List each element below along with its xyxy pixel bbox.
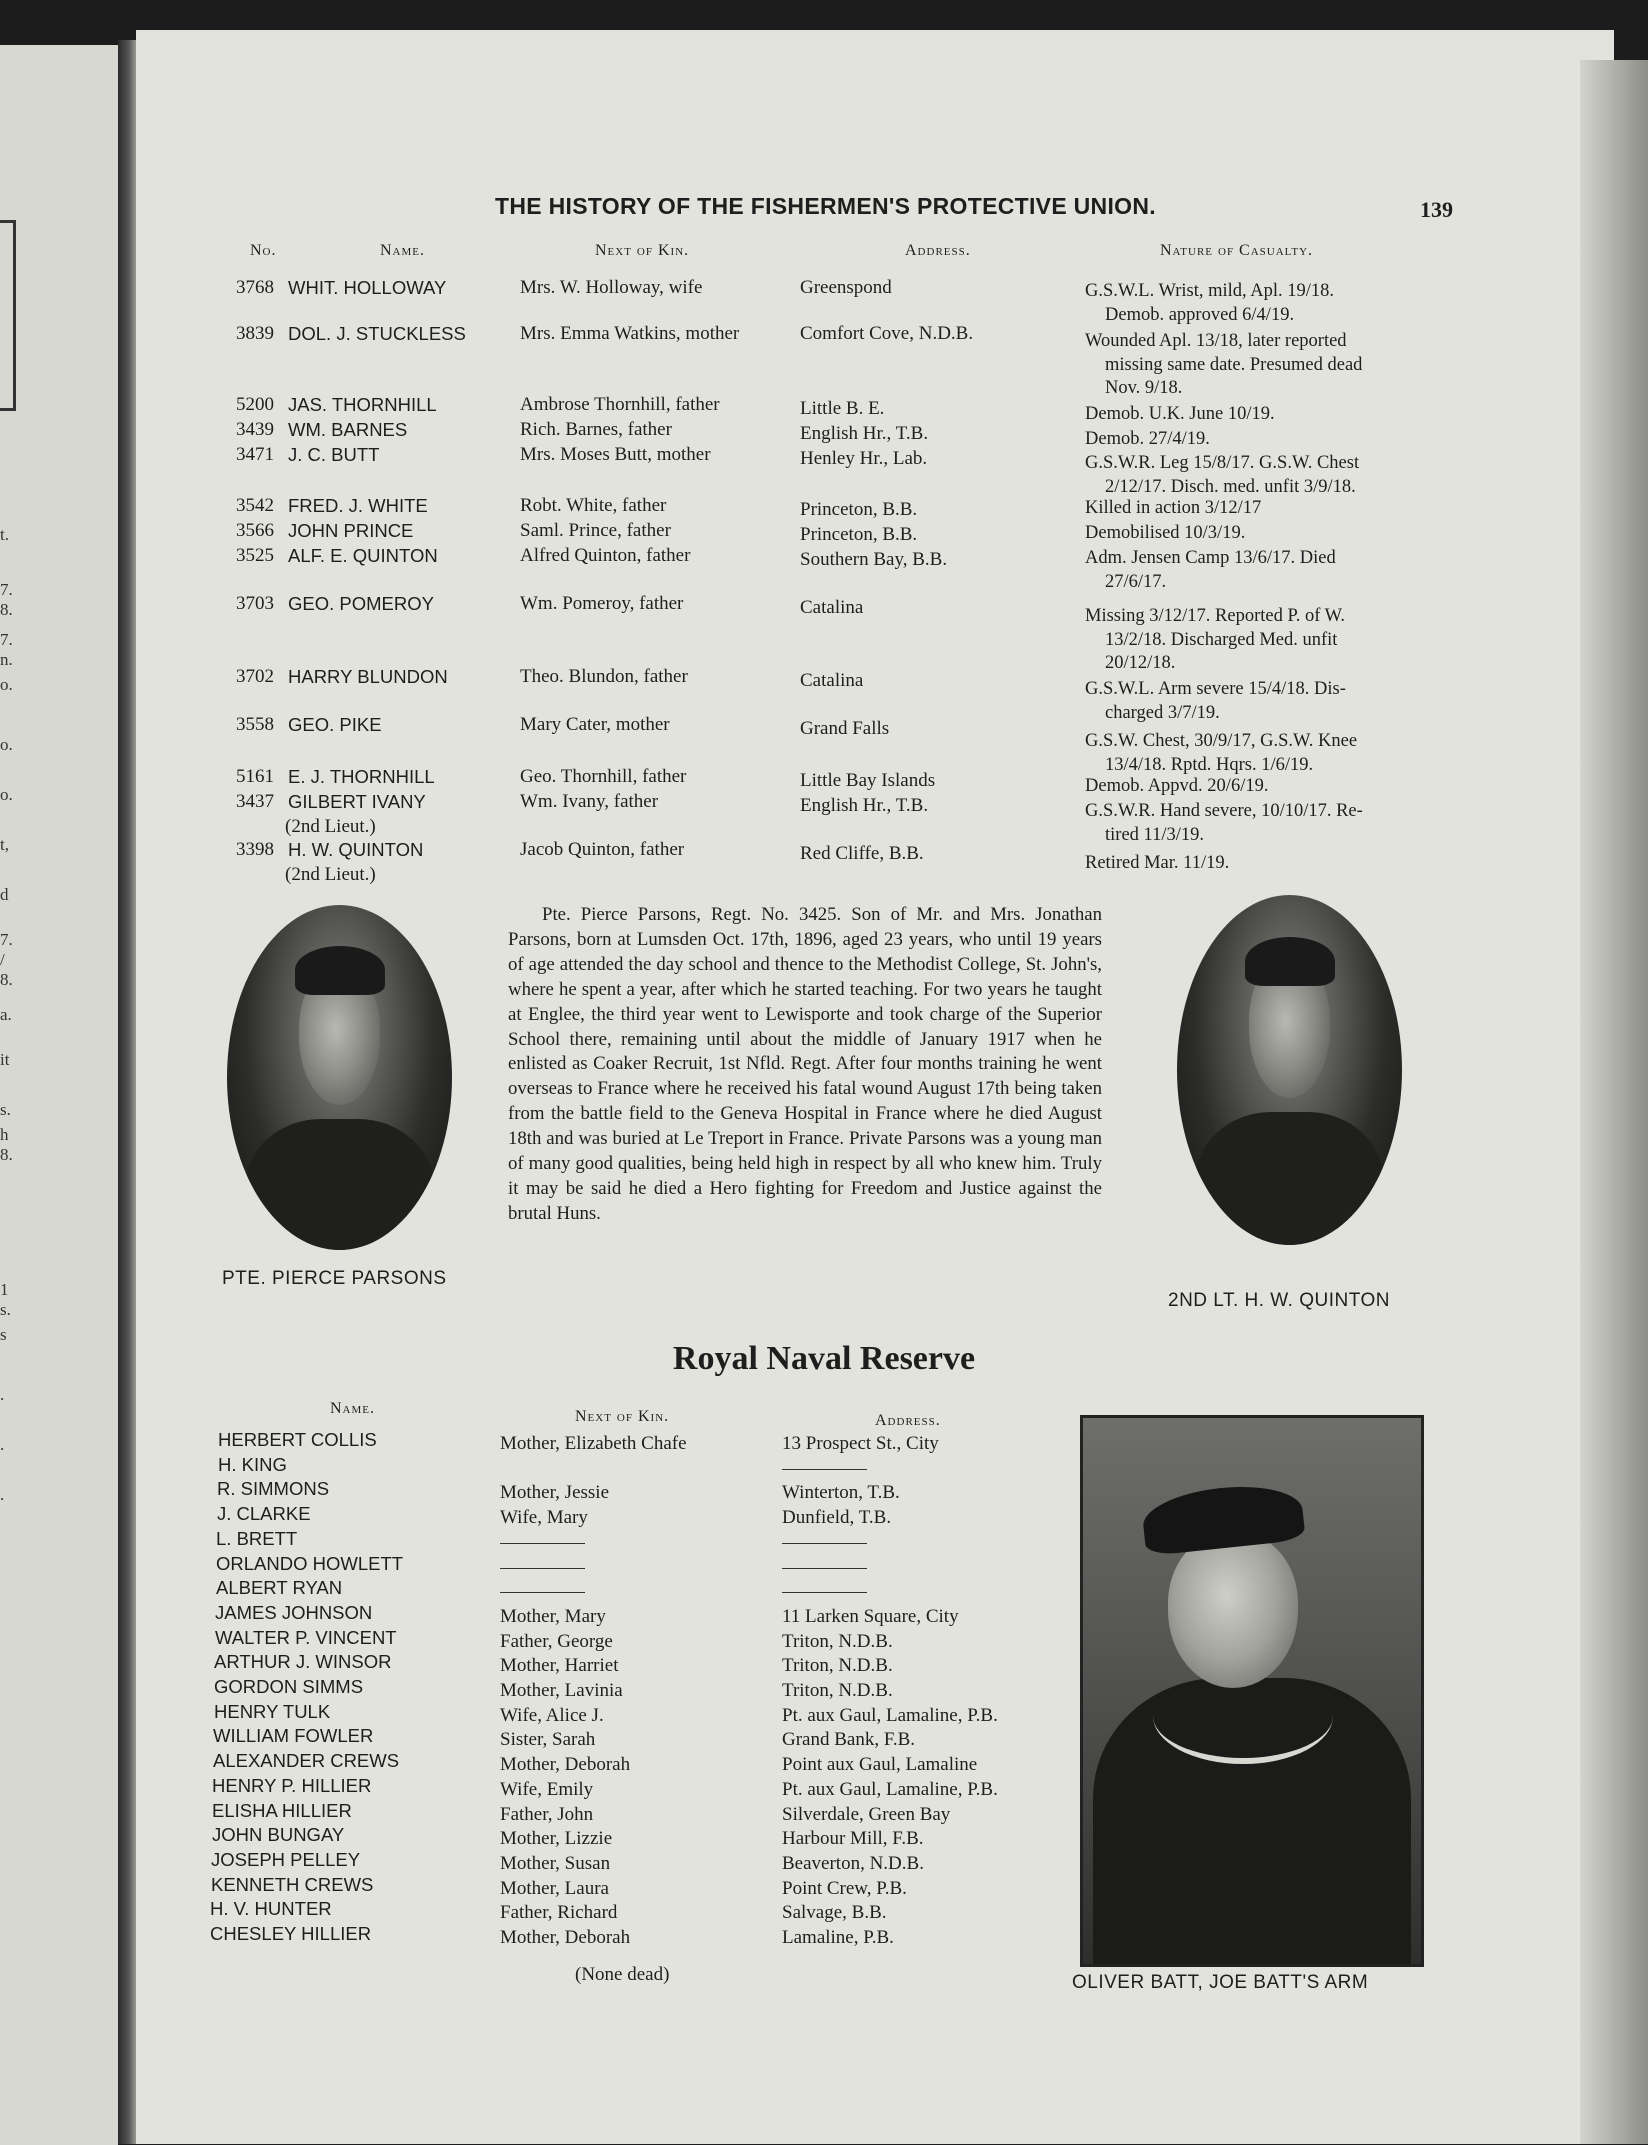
rnr-name: ORLANDO HOWLETT: [216, 1552, 404, 1574]
rnr-next-of-kin: Father, Richard: [500, 1902, 618, 1924]
rnr-name: ALEXANDER CREWS: [213, 1750, 400, 1772]
casualty-name: E. J. THORNHILL: [288, 766, 435, 787]
casualty-no: 3437: [236, 791, 274, 812]
rnr-address: Lamaline, P.B.: [782, 1927, 894, 1948]
casualty-no: 3768: [236, 277, 274, 298]
rnr-address: Dunfield, T.B.: [782, 1507, 892, 1529]
left-page-fragment: /: [0, 950, 5, 969]
casualty-nature-line: Missing 3/12/17. Reported P. of W.: [1085, 606, 1346, 626]
casualty-nature-line: 13/4/18. Rptd. Hqrs. 1/6/19.: [1105, 754, 1314, 775]
rnr-address: Triton, N.D.B.: [782, 1680, 893, 1701]
casualty-nature-line: Demob. Appvd. 20/6/19.: [1085, 776, 1269, 796]
casualty-no: 3398: [236, 839, 274, 860]
left-page: [0, 45, 118, 2145]
casualty-nature-line: 13/2/18. Discharged Med. unfit: [1105, 629, 1338, 650]
rnr-address: Point Crew, P.B.: [782, 1877, 907, 1899]
rnr-next-of-kin: Mother, Jessie: [500, 1482, 609, 1504]
rnr-name: CHESLEY HILLIER: [210, 1923, 372, 1944]
rnr-address: [782, 1531, 867, 1554]
casualty-address: Comfort Cove, N.D.B.: [800, 323, 974, 344]
left-page-fragment: .: [0, 1485, 5, 1504]
rnr-next-of-kin: Wife, Emily: [500, 1778, 594, 1800]
rnr-address: Beaverton, N.D.B.: [782, 1852, 924, 1874]
casualty-no: 3558: [236, 714, 274, 735]
left-page-fragment: 7.: [0, 630, 13, 649]
casualty-address: English Hr., T.B.: [800, 423, 929, 444]
casualty-nature: [1085, 497, 1457, 521]
rnr-address: Salvage, B.B.: [782, 1902, 887, 1924]
rnr-next-of-kin: [500, 1580, 585, 1603]
casualty-no: 5200: [236, 394, 274, 415]
casualty-nature-line: G.S.W.R. Leg 15/8/17. G.S.W. Chest: [1085, 453, 1360, 473]
casualty-name: ALF. E. QUINTON: [288, 545, 438, 566]
casualty-name: JAS. THORNHILL: [288, 394, 437, 415]
casualty-next-of-kin: Mrs. Emma Watkins, mother: [520, 323, 740, 344]
casualty-address: Princeton, B.B.: [800, 524, 918, 545]
rnr-address: Winterton, T.B.: [782, 1482, 900, 1504]
left-page-fragment: o.: [0, 785, 13, 804]
rnr-next-of-kin: Mother, Mary: [500, 1605, 606, 1627]
casualty-nature: [1085, 678, 1457, 725]
casualty-nature-line: Killed in action 3/12/17: [1085, 498, 1262, 518]
rnr-name: WALTER P. VINCENT: [215, 1626, 397, 1648]
rnr-next-of-kin: Mother, Deborah: [500, 1927, 631, 1948]
left-page-fragment: s: [0, 1325, 7, 1344]
casualty-no: 3703: [236, 593, 274, 614]
casualty-next-of-kin: Wm. Pomeroy, father: [520, 593, 684, 614]
casualty-nature: [1085, 800, 1457, 847]
rnr-name: KENNETH CREWS: [211, 1873, 374, 1895]
casualty-nature-line: 20/12/18.: [1105, 653, 1176, 673]
running-header: THE HISTORY OF THE FISHERMEN'S PROTECTIVE UNION.: [495, 193, 1156, 219]
casualty-address: Catalina: [800, 597, 864, 618]
casualty-next-of-kin: Robt. White, father: [520, 495, 667, 516]
rnr-name: J. CLARKE: [217, 1503, 311, 1525]
casualty-nature: [1085, 403, 1457, 427]
casualty-nature: [1085, 547, 1457, 594]
casualty-no: 5161: [236, 766, 274, 787]
casualty-no: 3525: [236, 545, 274, 566]
left-page-fragment: 8.: [0, 1145, 13, 1164]
casualty-next-of-kin: Wm. Ivany, father: [520, 791, 659, 812]
rnr-address: Triton, N.D.B.: [782, 1630, 893, 1652]
casualty-nature-line: G.S.W. Chest, 30/9/17, G.S.W. Knee: [1085, 731, 1358, 751]
rnr-name: H. KING: [218, 1453, 287, 1475]
left-page-fragment: h: [0, 1125, 9, 1144]
rnr-next-of-kin: Wife, Mary: [500, 1507, 588, 1529]
rnr-address: [782, 1457, 867, 1480]
rnr-next-of-kin: Mother, Susan: [500, 1852, 611, 1874]
casualty-next-of-kin: Jacob Quinton, father: [520, 839, 685, 860]
blank-line: [500, 1543, 585, 1544]
casualty-address: Grand Falls: [800, 718, 890, 739]
rnr-name: R. SIMMONS: [217, 1478, 330, 1500]
casualty-nature-line: Nov. 9/18.: [1105, 378, 1183, 398]
book-gutter: [118, 40, 136, 2144]
casualty-name: DOL. J. STUCKLESS: [288, 323, 466, 344]
rnr-address: [782, 1580, 867, 1603]
col-header-address: Address.: [905, 242, 971, 259]
rnr-address: 11 Larken Square, City: [782, 1605, 959, 1627]
rnr-name: HERBERT COLLIS: [218, 1429, 377, 1450]
casualty-name: WM. BARNES: [288, 419, 408, 440]
rnr-name: H. V. HUNTER: [210, 1898, 332, 1920]
casualty-next-of-kin: Geo. Thornhill, father: [520, 766, 687, 787]
rnr-next-of-kin: Mother, Elizabeth Chafe: [500, 1433, 687, 1454]
casualty-nature: [1085, 852, 1457, 876]
casualty-nature-line: G.S.W.L. Arm severe 15/4/18. Dis-: [1085, 679, 1346, 699]
rnr-next-of-kin: Mother, Deborah: [500, 1754, 631, 1776]
casualty-name: J. C. BUTT: [288, 444, 380, 465]
casualty-next-of-kin: Ambrose Thornhill, father: [520, 394, 720, 415]
left-page-fragment: 1: [0, 1280, 9, 1299]
rnr-next-of-kin: Mother, Lizzie: [500, 1828, 613, 1850]
rnr-address: Harbour Mill, F.B.: [782, 1828, 924, 1850]
casualty-address: Princeton, B.B.: [800, 499, 918, 520]
left-page-fragment: .: [0, 1435, 5, 1454]
col-header-no: No.: [250, 242, 277, 259]
casualty-nature-line: charged 3/7/19.: [1105, 702, 1220, 723]
left-page-fragment: n.: [0, 650, 13, 669]
casualty-next-of-kin: Saml. Prince, father: [520, 520, 671, 541]
rnr-name: ALBERT RYAN: [216, 1577, 343, 1599]
casualty-name: GEO. POMEROY: [288, 593, 434, 614]
casualty-address: Southern Bay, B.B.: [800, 549, 948, 570]
blank-line: [500, 1592, 585, 1593]
casualty-address: Red Cliffe, B.B.: [800, 843, 924, 864]
blank-line: [500, 1568, 585, 1569]
left-page-fragment: d: [0, 885, 9, 904]
rnr-address: [782, 1556, 867, 1579]
casualty-nature-line: Demob. approved 6/4/19.: [1105, 304, 1295, 325]
rnr-col-kin: Next of Kin.: [575, 1408, 670, 1425]
blank-line: [782, 1592, 867, 1593]
bio-paragraph: Pte. Pierce Parsons, Regt. No. 3425. Son of Mr. and Mrs. Jonathan Parsons, born at Lumsden Oct. 17th, 1896, aged 23 years, who until 19 years of age attended the day school and thence to the Methodist College, St. John's, where he spent a year, after which he started teaching. For two years he taught at Englee, the third year went to Lewisporte and took charge of the Superior School there, remaining until about the middle of January 1917 when he enlisted as Coaker Recruit, 1st Nfld. Regt. After four months training he went overseas to France where he received his fatal wound August 17th being taken from the battle field to the Geneva Hospital in France where he died August 18th and was buried at Le Treport in France. Private Parsons was a young man of many good qualities, being held high in respect by all who knew him. Truly it may be said he died a Hero fighting for Freedom and Justice against the brutal Huns.: [508, 904, 1102, 1224]
caption-oliver-batt: OLIVER BATT, JOE BATT'S ARM: [1072, 1972, 1369, 1993]
casualty-address: Little Bay Islands: [800, 770, 936, 791]
rnr-name: HENRY TULK: [214, 1700, 331, 1722]
casualty-rank: (2nd Lieut.): [285, 864, 376, 885]
casualty-nature-line: Retired Mar. 11/19.: [1085, 853, 1230, 873]
casualty-no: 3839: [236, 323, 274, 344]
left-page-fragment: o.: [0, 735, 13, 754]
page-edge: [1580, 60, 1648, 2144]
page-number: 139: [1420, 197, 1453, 222]
portrait-pierce-parsons: [227, 905, 452, 1250]
col-header-kin: Next of Kin.: [595, 242, 690, 259]
casualty-name: H. W. QUINTON: [288, 839, 424, 860]
left-page-fragment: 8.: [0, 970, 13, 989]
casualty-name: JOHN PRINCE: [288, 520, 414, 541]
rnr-address: Point aux Gaul, Lamaline: [782, 1754, 978, 1776]
left-page-fragment: 7.: [0, 580, 13, 599]
casualty-nature: [1085, 452, 1457, 499]
left-page-fragment: 7.: [0, 930, 13, 949]
rnr-next-of-kin: Father, George: [500, 1630, 613, 1652]
casualty-nature-line: Demob. 27/4/19.: [1085, 429, 1210, 449]
casualty-nature: [1085, 605, 1457, 676]
casualty-next-of-kin: Mrs. W. Holloway, wife: [520, 277, 703, 298]
blank-line: [782, 1469, 867, 1470]
casualty-nature-line: tired 11/3/19.: [1105, 824, 1204, 845]
blank-line: [782, 1568, 867, 1569]
left-page-fragment: t.: [0, 525, 9, 544]
rnr-next-of-kin: Mother, Lavinia: [500, 1680, 623, 1701]
casualty-nature: [1085, 280, 1457, 327]
rnr-next-of-kin: Wife, Alice J.: [500, 1704, 604, 1726]
caption-pierce-parsons: PTE. PIERCE PARSONS: [222, 1268, 447, 1289]
rnr-name: GORDON SIMMS: [214, 1676, 364, 1697]
rnr-name: ARTHUR J. WINSOR: [214, 1651, 392, 1673]
left-page-fragment: o.: [0, 675, 13, 694]
col-header-name: Name.: [380, 242, 425, 259]
rnr-address: 13 Prospect St., City: [782, 1433, 939, 1454]
col-header-nature: Nature of Casualty.: [1160, 242, 1314, 259]
left-page-fragment: .: [0, 1385, 5, 1404]
casualty-address: Catalina: [800, 670, 864, 691]
casualty-name: GEO. PIKE: [288, 714, 382, 735]
casualty-no: 3566: [236, 520, 274, 541]
rnr-name: HENRY P. HILLIER: [212, 1774, 372, 1796]
casualty-nature-line: G.S.W.L. Wrist, mild, Apl. 19/18.: [1085, 281, 1335, 301]
casualty-no: 3439: [236, 419, 274, 440]
casualty-nature-line: 27/6/17.: [1105, 571, 1167, 592]
left-page-fragment: t,: [0, 835, 9, 854]
left-page-fragment: a.: [0, 1005, 12, 1024]
rnr-name: JOHN BUNGAY: [212, 1824, 345, 1846]
rnr-name: JAMES JOHNSON: [215, 1601, 373, 1623]
casualty-address: Henley Hr., Lab.: [800, 448, 928, 469]
rnr-col-address: Address.: [875, 1412, 941, 1429]
rnr-name: JOSEPH PELLEY: [211, 1848, 361, 1870]
rnr-next-of-kin: Father, John: [500, 1803, 594, 1825]
rnr-address: Silverdale, Green Bay: [782, 1803, 951, 1825]
casualty-nature: [1085, 775, 1457, 799]
casualty-address: Little B. E.: [800, 398, 885, 419]
rnr-next-of-kin: Mother, Harriet: [500, 1655, 619, 1677]
casualty-next-of-kin: Mary Cater, mother: [520, 714, 670, 735]
left-page-fragment: s.: [0, 1100, 11, 1119]
rnr-name: ELISHA HILLIER: [212, 1799, 352, 1821]
casualty-next-of-kin: Rich. Barnes, father: [520, 419, 672, 440]
blank-line: [782, 1543, 867, 1544]
left-page-fragment: it: [0, 1050, 10, 1069]
casualty-nature-line: Demob. U.K. June 10/19.: [1085, 404, 1275, 424]
casualty-next-of-kin: Theo. Blundon, father: [520, 666, 688, 687]
casualty-nature-line: 2/12/17. Disch. med. unfit 3/9/18.: [1105, 476, 1356, 497]
casualty-nature: [1085, 730, 1457, 777]
casualty-address: Greenspond: [800, 277, 892, 298]
left-page-fragment: 8.: [0, 600, 13, 619]
casualty-nature: [1085, 522, 1457, 546]
casualty-name: GILBERT IVANY: [288, 791, 426, 812]
rnr-next-of-kin: Mother, Laura: [500, 1877, 609, 1899]
casualty-rank: (2nd Lieut.): [285, 816, 376, 837]
rnr-name: WILLIAM FOWLER: [213, 1725, 374, 1747]
caption-hw-quinton: 2ND LT. H. W. QUINTON: [1168, 1290, 1390, 1311]
casualty-next-of-kin: Mrs. Moses Butt, mother: [520, 444, 711, 465]
casualty-name: WHIT. HOLLOWAY: [288, 277, 447, 298]
rnr-title: Royal Naval Reserve: [672, 1340, 976, 1377]
casualty-address: English Hr., T.B.: [800, 795, 929, 816]
casualty-nature-line: G.S.W.R. Hand severe, 10/10/17. Re-: [1085, 801, 1363, 821]
casualty-nature-line: Wounded Apl. 13/18, later reported: [1085, 331, 1347, 351]
rnr-address: Pt. aux Gaul, Lamaline, P.B.: [782, 1778, 998, 1800]
casualty-nature: [1085, 330, 1457, 401]
rnr-name: L. BRETT: [216, 1527, 298, 1549]
casualty-nature-line: Demobilised 10/3/19.: [1085, 523, 1246, 543]
rnr-address: Pt. aux Gaul, Lamaline, P.B.: [782, 1704, 998, 1726]
rnr-next-of-kin: [500, 1531, 585, 1554]
rnr-address: Triton, N.D.B.: [782, 1655, 893, 1677]
rnr-col-name: Name.: [330, 1400, 375, 1417]
casualty-no: 3471: [236, 444, 274, 465]
casualty-name: HARRY BLUNDON: [288, 666, 448, 687]
casualty-no: 3542: [236, 495, 274, 516]
left-page-fragment: s.: [0, 1300, 11, 1319]
rnr-footnote: (None dead): [575, 1964, 670, 1985]
casualty-nature: [1085, 428, 1457, 452]
casualty-nature-line: missing same date. Presumed dead: [1105, 354, 1363, 375]
rnr-next-of-kin: Sister, Sarah: [500, 1729, 596, 1751]
rnr-next-of-kin: [500, 1556, 585, 1579]
casualty-no: 3702: [236, 666, 274, 687]
photo-oliver-batt: [1080, 1415, 1424, 1967]
casualty-nature-line: Adm. Jensen Camp 13/6/17. Died: [1085, 548, 1336, 568]
left-page-frame: [0, 220, 16, 411]
casualty-next-of-kin: Alfred Quinton, father: [520, 545, 691, 566]
casualty-name: FRED. J. WHITE: [288, 495, 428, 516]
rnr-address: Grand Bank, F.B.: [782, 1729, 916, 1751]
portrait-hw-quinton: [1177, 895, 1402, 1245]
